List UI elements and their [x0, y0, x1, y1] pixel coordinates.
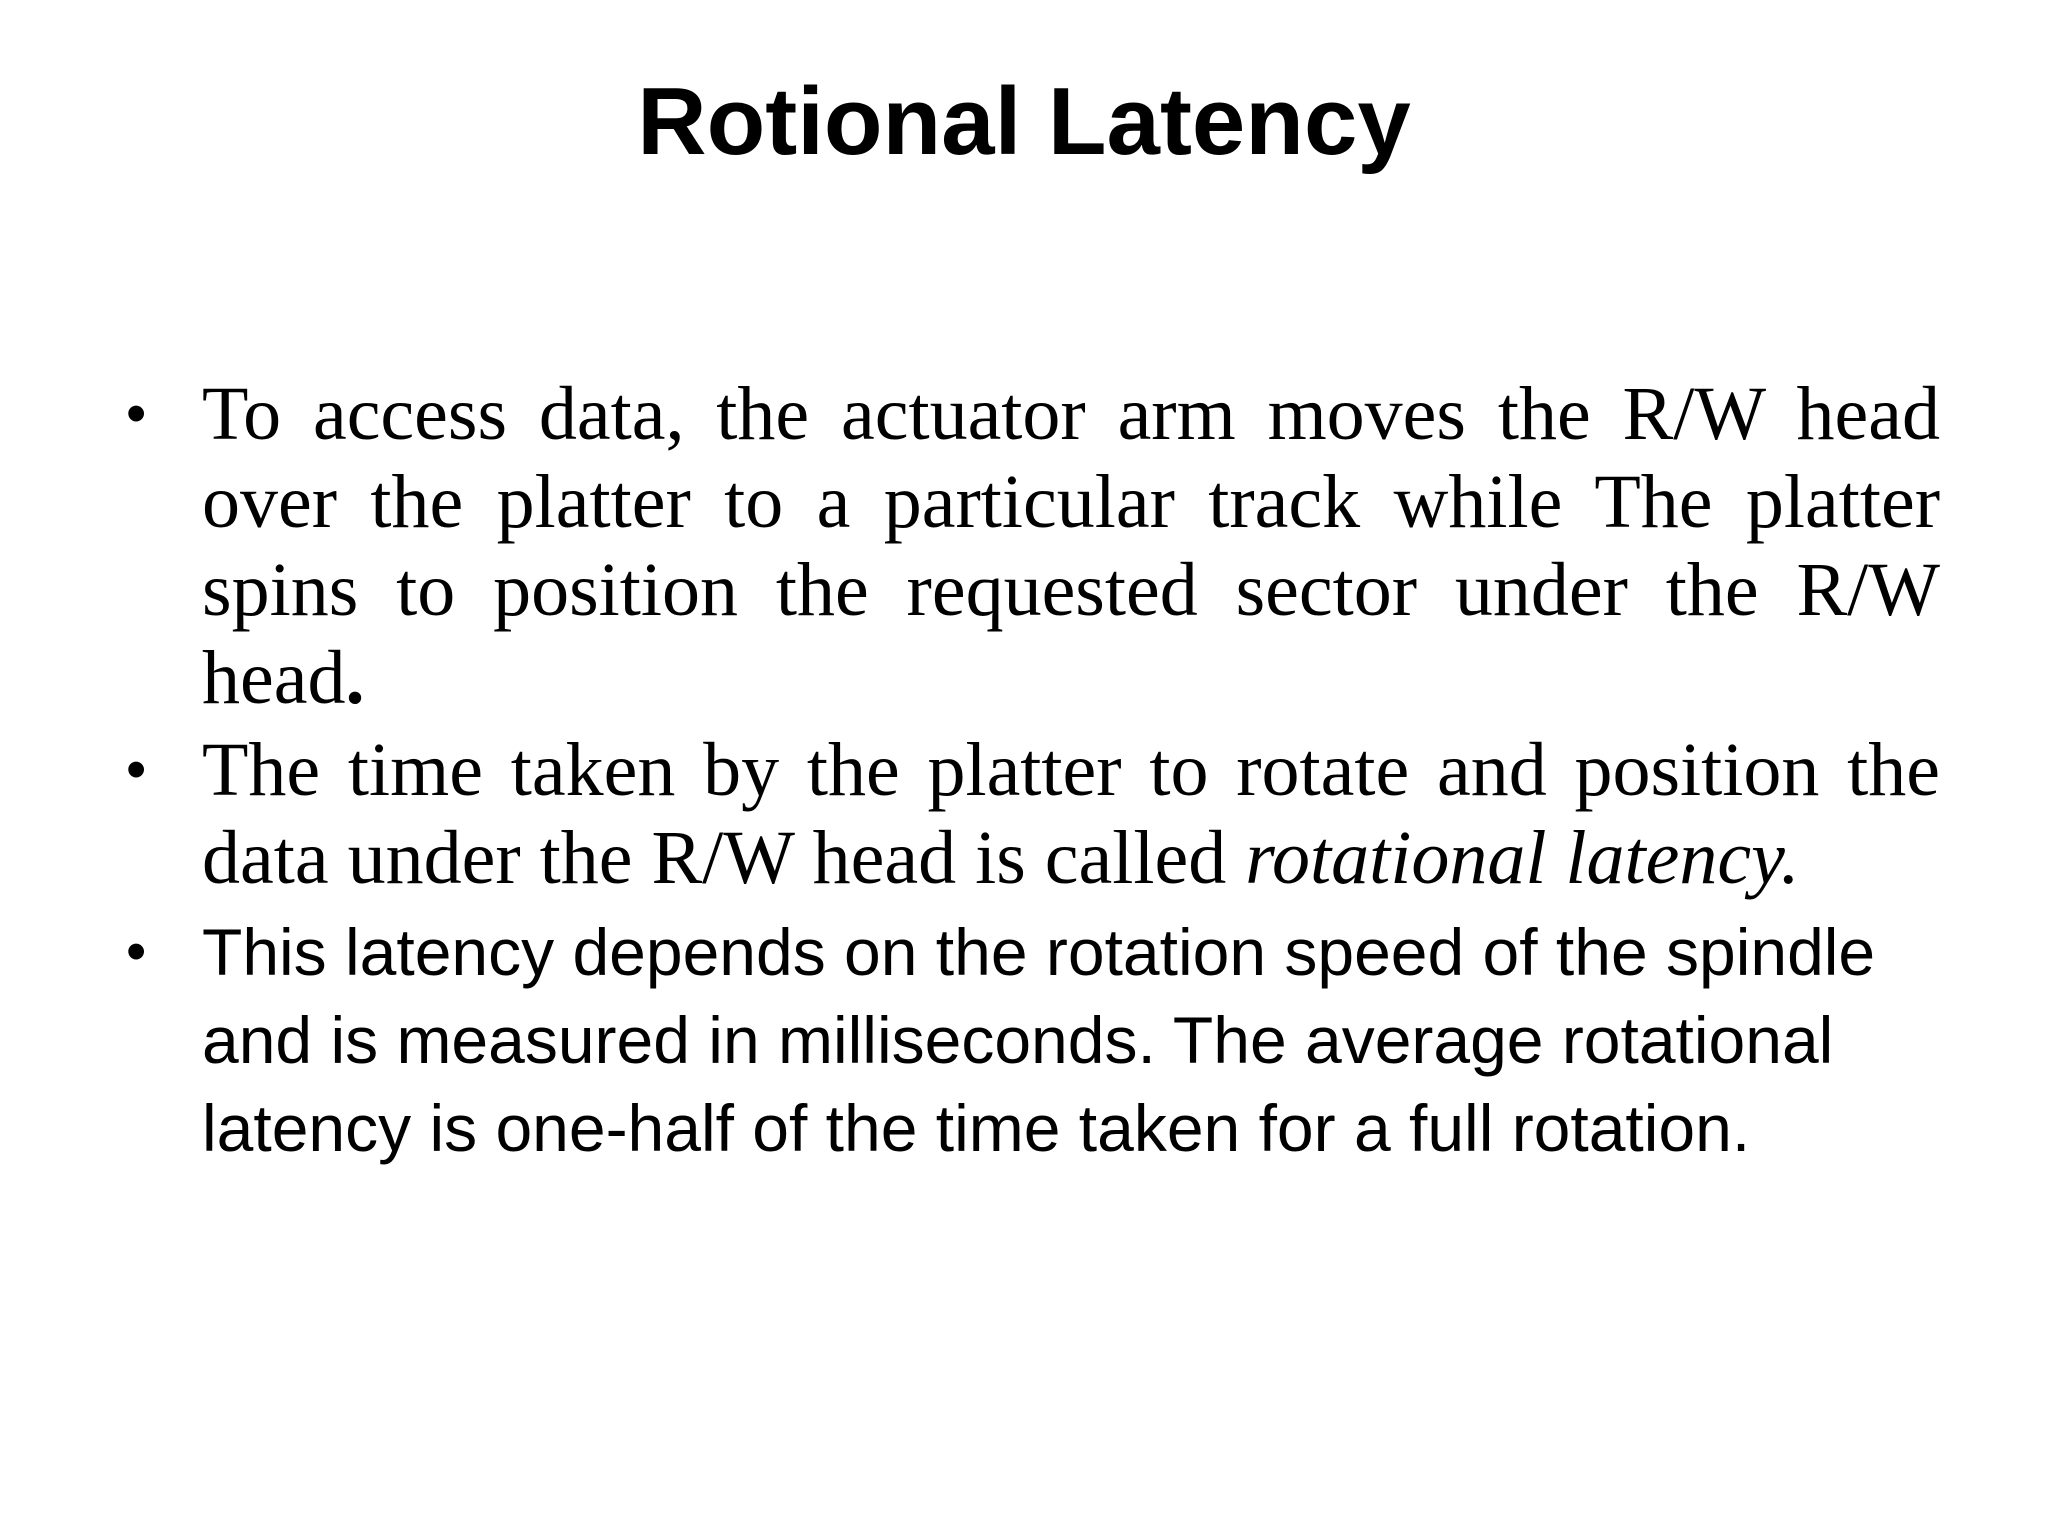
bullet-text — [202, 370, 1940, 722]
slide-title: Rotional Latency — [637, 68, 1411, 175]
bullet-text — [202, 726, 1940, 902]
bullet-item-access-data — [120, 370, 1940, 722]
bullet-text: This latency depends on the rotation speed of the spindle and is measured in milliseconds. The average rotational latency is one-half of the time taken for a full rotation. — [202, 915, 1876, 1165]
bullet-text-body: To access data, the actuator arm moves the R/W head over the platter to a particular track while The platter spins to position the requested sector under the R/W head — [202, 372, 1940, 720]
bullet-icon: • — [126, 737, 147, 802]
bullet-text-body: The time taken by the platter to rotate and position the data under the R/W head is called — [202, 728, 1940, 900]
bullet-list — [120, 370, 1940, 1176]
bullet-item-dependence — [120, 908, 1940, 1172]
bullet-icon: • — [126, 381, 147, 446]
bullet-icon: • — [126, 919, 147, 984]
bullet-text-end: . — [345, 636, 365, 720]
bullet-item-definition — [120, 726, 1940, 902]
bullet-text-emphasis: rotational latency. — [1245, 816, 1800, 900]
